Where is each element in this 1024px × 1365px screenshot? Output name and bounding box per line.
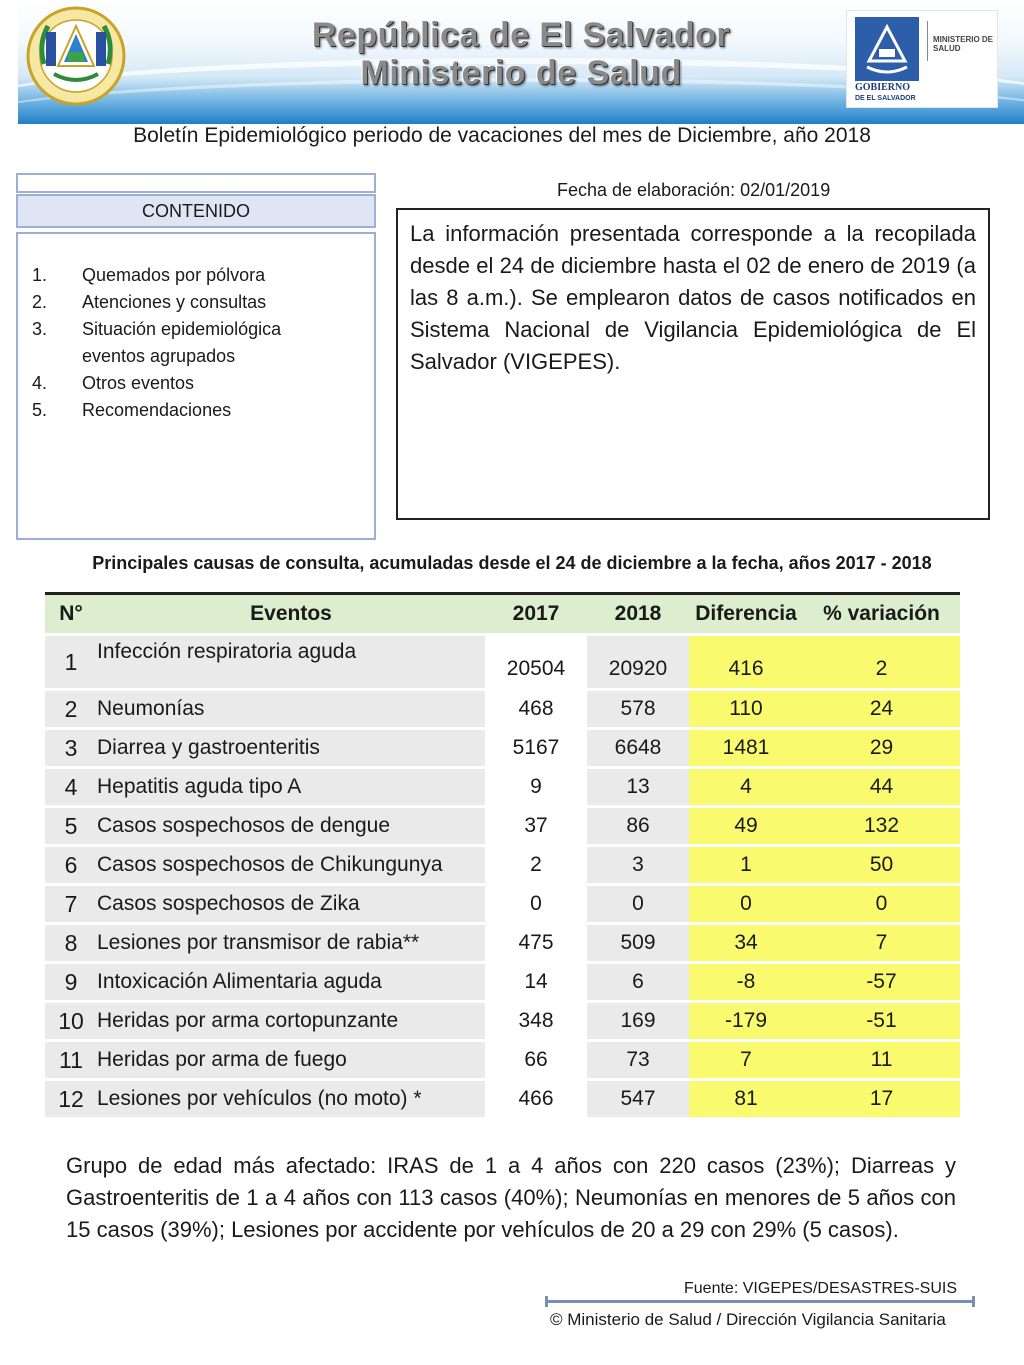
value-2017-cell: 37 <box>485 807 587 846</box>
value-2018-cell: 20920 <box>587 635 689 690</box>
contents-item-text: Quemados por pólvora <box>82 265 266 285</box>
value-2017-cell: 466 <box>485 1080 587 1118</box>
logo-gobierno-text: GOBIERNO <box>855 82 911 93</box>
row-number-cell: 11 <box>45 1041 97 1080</box>
row-number-cell: 8 <box>45 924 97 963</box>
causes-table <box>45 592 960 1117</box>
row-number-cell: 9 <box>45 963 97 1002</box>
elaboration-date: Fecha de elaboración: 02/01/2019 <box>557 180 831 200</box>
value-2017-cell: 468 <box>485 690 587 729</box>
age-group-summary: Grupo de edad más afectado: IRAS de 1 a 4 años con 220 casos (23%); Diarreas y Gastroenteritis de 1 a 4 años con 113 casos (40%); Neumonías en menores de 5 años con 15 casos (39%); Lesiones por accidente por vehículos de 20 a 29 con 29% (5 casos). <box>66 1153 956 1242</box>
contents-item <box>32 397 332 424</box>
variation-cell: 24 <box>803 690 960 729</box>
table-row <box>45 807 960 846</box>
value-2017-cell: 475 <box>485 924 587 963</box>
difference-cell: 416 <box>689 635 803 690</box>
event-name-cell: Casos sospechosos de dengue <box>97 807 485 846</box>
variation-cell: -51 <box>803 1002 960 1041</box>
logo-gobierno-subtext: DE EL SALVADOR <box>855 95 916 102</box>
table-row <box>45 768 960 807</box>
row-number-cell: 10 <box>45 1002 97 1041</box>
event-name-cell: Heridas por arma cortopunzante <box>97 1002 485 1041</box>
event-name-cell: Neumonías <box>97 690 485 729</box>
header-cell-events: Eventos <box>97 594 485 635</box>
contents-list <box>32 262 332 424</box>
value-2017-cell: 9 <box>485 768 587 807</box>
header-cell-2017: 2017 <box>485 594 587 635</box>
variation-cell: -57 <box>803 963 960 1002</box>
table-row <box>45 1080 960 1118</box>
header-cell-number: N° <box>45 594 97 635</box>
event-name-cell: Lesiones por transmisor de rabia** <box>97 924 485 963</box>
difference-cell: 0 <box>689 885 803 924</box>
contents-item-number: 3. <box>32 319 48 339</box>
value-2017-cell: 5167 <box>485 729 587 768</box>
table-row <box>45 635 960 690</box>
value-2018-cell: 547 <box>587 1080 689 1118</box>
gobierno-logo <box>846 10 998 108</box>
table-row <box>45 1041 960 1080</box>
difference-cell: 81 <box>689 1080 803 1118</box>
value-2018-cell: 578 <box>587 690 689 729</box>
value-2018-cell: 3 <box>587 846 689 885</box>
difference-cell: 4 <box>689 768 803 807</box>
copyright-footer: © Ministerio de Salud / Dirección Vigilancia Sanitaria <box>550 1310 946 1329</box>
event-name-cell: Intoxicación Alimentaria aguda <box>97 963 485 1002</box>
bulletin-subtitle: Boletín Epidemiológico periodo de vacaciones del mes de Diciembre, año 2018 <box>133 124 871 147</box>
difference-cell: 110 <box>689 690 803 729</box>
row-number-cell: 4 <box>45 768 97 807</box>
difference-cell: 1 <box>689 846 803 885</box>
logo-ministerio-text: MINISTERIO DE SALUD <box>933 35 994 53</box>
header-cell-variation: % variación <box>803 594 960 635</box>
variation-cell: 44 <box>803 768 960 807</box>
event-name-cell: Casos sospechosos de Chikungunya <box>97 846 485 885</box>
contents-item <box>32 262 332 289</box>
variation-cell: 29 <box>803 729 960 768</box>
value-2017-cell: 2 <box>485 846 587 885</box>
contents-item-number: 5. <box>32 400 48 420</box>
row-number-cell: 3 <box>45 729 97 768</box>
contents-item-number: 1. <box>32 265 48 285</box>
value-2018-cell: 0 <box>587 885 689 924</box>
table-row <box>45 1002 960 1041</box>
value-2018-cell: 6 <box>587 963 689 1002</box>
value-2017-cell: 14 <box>485 963 587 1002</box>
contents-heading: CONTENIDO <box>16 194 376 228</box>
table-caption: Principales causas de consulta, acumuladas desde el 24 de diciembre a la fecha, años 2017 - 2018 <box>92 553 932 573</box>
gobierno-el-salvador-logo-icon <box>855 17 919 81</box>
header-cell-2018: 2018 <box>587 594 689 635</box>
table-row <box>45 846 960 885</box>
value-2018-cell: 6648 <box>587 729 689 768</box>
value-2018-cell: 73 <box>587 1041 689 1080</box>
header-cell-difference: Diferencia <box>689 594 803 635</box>
contents-item <box>32 370 332 397</box>
contents-item <box>32 316 332 370</box>
value-2018-cell: 13 <box>587 768 689 807</box>
header-title-line2: Ministerio de Salud <box>360 54 682 92</box>
difference-cell: 49 <box>689 807 803 846</box>
table-row <box>45 963 960 1002</box>
table-header-row <box>45 594 960 635</box>
contents-item-text: Situación epidemiológica eventos agrupados <box>82 319 282 366</box>
row-number-cell: 2 <box>45 690 97 729</box>
table-body <box>45 635 960 1118</box>
variation-cell: 0 <box>803 885 960 924</box>
row-number-cell: 12 <box>45 1080 97 1118</box>
contents-item <box>32 289 332 316</box>
event-name-cell: Casos sospechosos de Zika <box>97 885 485 924</box>
event-name-cell: Heridas por arma de fuego <box>97 1041 485 1080</box>
row-number-cell: 7 <box>45 885 97 924</box>
value-2018-cell: 509 <box>587 924 689 963</box>
difference-cell: 1481 <box>689 729 803 768</box>
table-row <box>45 924 960 963</box>
contents-box <box>16 232 376 540</box>
difference-cell: -8 <box>689 963 803 1002</box>
variation-cell: 2 <box>803 635 960 690</box>
info-text-box: La información presentada corresponde a la recopilada desde el 24 de diciembre hasta el 02 de enero de 2019 (a las 8 a.m.). Se emplearon datos de casos notificados en Sistema Nacional de Vigilancia Epidemiológica de El Salvador (VIGEPES). <box>396 208 990 520</box>
value-2017-cell: 20504 <box>485 635 587 690</box>
difference-cell: 7 <box>689 1041 803 1080</box>
event-name-cell: Diarrea y gastroenteritis <box>97 729 485 768</box>
difference-cell: 34 <box>689 924 803 963</box>
variation-cell: 50 <box>803 846 960 885</box>
source-note: Fuente: VIGEPES/DESASTRES-SUIS <box>684 1280 957 1297</box>
value-2017-cell: 66 <box>485 1041 587 1080</box>
variation-cell: 11 <box>803 1041 960 1080</box>
difference-cell: -179 <box>689 1002 803 1041</box>
footer-rule <box>545 1300 975 1303</box>
event-name-cell: Hepatitis aguda tipo A <box>97 768 485 807</box>
contents-top-strip <box>16 173 376 193</box>
value-2017-cell: 348 <box>485 1002 587 1041</box>
contents-item-number: 4. <box>32 373 48 393</box>
variation-cell: 132 <box>803 807 960 846</box>
variation-cell: 7 <box>803 924 960 963</box>
contents-item-text: Atenciones y consultas <box>82 292 267 312</box>
header-title-line1: República de El Salvador <box>311 16 731 54</box>
table-row <box>45 690 960 729</box>
event-name-cell: Lesiones por vehículos (no moto) * <box>97 1080 485 1118</box>
coat-of-arms-icon <box>24 4 128 108</box>
value-2018-cell: 86 <box>587 807 689 846</box>
value-2017-cell: 0 <box>485 885 587 924</box>
logo-divider <box>927 21 928 61</box>
contents-item-text: Recomendaciones <box>82 400 232 420</box>
contents-item-number: 2. <box>32 292 48 312</box>
contents-item-text: Otros eventos <box>82 373 195 393</box>
footer-rule-left-cap <box>545 1296 548 1307</box>
footer-rule-right-cap <box>972 1296 975 1307</box>
event-name-cell: Infección respiratoria aguda <box>97 635 485 690</box>
table-row <box>45 729 960 768</box>
row-number-cell: 1 <box>45 635 97 690</box>
table-row <box>45 885 960 924</box>
value-2018-cell: 169 <box>587 1002 689 1041</box>
row-number-cell: 6 <box>45 846 97 885</box>
row-number-cell: 5 <box>45 807 97 846</box>
variation-cell: 17 <box>803 1080 960 1118</box>
